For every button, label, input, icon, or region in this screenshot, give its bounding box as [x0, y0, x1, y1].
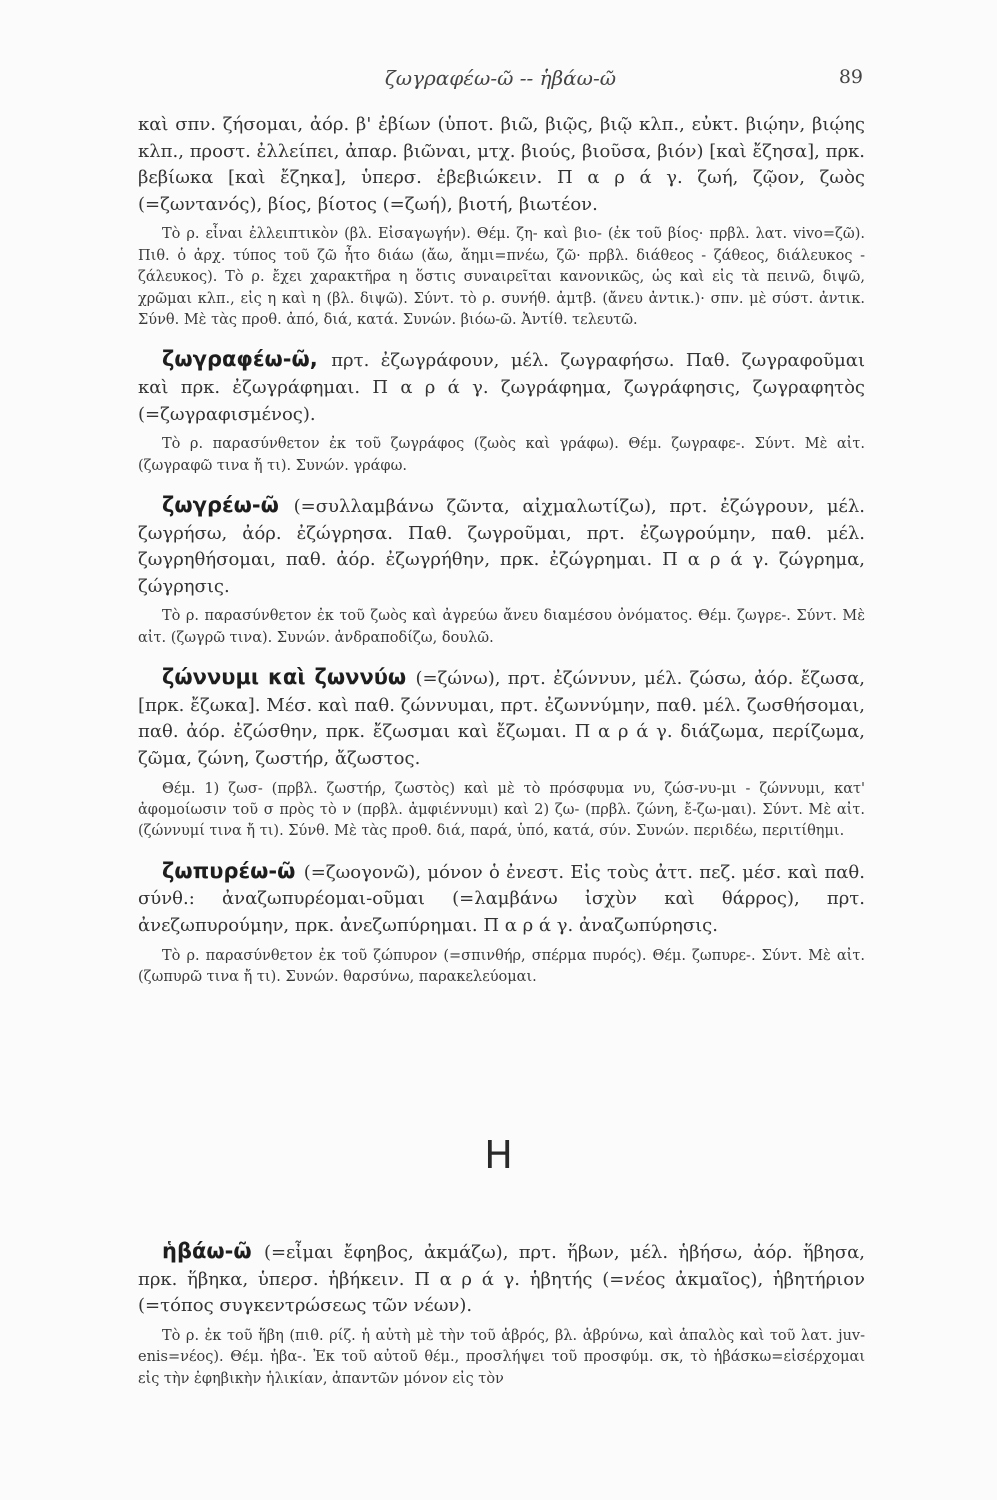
dictionary-entry — [138, 664, 865, 843]
headword: ζωγραφέω-ῶ, — [162, 347, 318, 372]
entry-note-text: Τὸ ρ. παρασύνθετον ἐκ τοῦ ζωὸς καὶ ἀγρεύω ἄνευ διαμέσου ὀνόματος. Θέμ. ζωγρε-. Σύντ. Μὲ αἰτ. (ζωγρῶ τινα). Συνών. ἀνδραποδίζω, δουλῶ. — [138, 608, 865, 646]
entry-text — [138, 1238, 865, 1320]
headword: ζώννυμι καὶ ζωννύω — [162, 665, 407, 690]
entry-note-text: Τὸ ρ. παρασύνθετον ἐκ τοῦ ζωγράφος (ζωὸς καὶ γράφω). Θέμ. ζωγραφε-. Σύντ. Μὲ αἰτ. (ζωγραφῶ τινα ἤ τι). Συνών. γράφω. — [138, 436, 865, 474]
entry-note-text: Τὸ ρ. εἶναι ἐλλειπτικὸν (βλ. Εἰσαγωγήν). Θέμ. ζη- καὶ βιο- (ἐκ τοῦ βίος· πρβλ. λατ. vivo=ζῶ). Πιθ. ὁ ἀρχ. τύπος τοῦ ζῶ ἦτο διάω (ἄω, ἄημι=πνέω, ζῶ· πρβλ. διάθεος - ζάθεος, διάλευκος - ζάλευκος). Τὸ ρ. ἔχει χαρακτῆρα η ὅστις συναιρεῖται κανονικῶς, ὡς καὶ εἰς τὰ πεινῶ, διψῶ, χρῶμαι κλπ., εἰς η καὶ η (βλ. διψῶ). Σύντ. τὸ ρ. συνήθ. ἀμτβ. (ἄνευ ἀντικ.)· σπν. μὲ σύστ. ἀντικ. Σύνθ. Μὲ τὰς προθ. ἀπό, διά, κατά. Συνών. βιόω-ῶ. Ἀντίθ. τελευτῶ. — [138, 226, 865, 328]
entry-note-text: Τὸ ρ. ἐκ τοῦ ἥβη (πιθ. ρίζ. ἡ αὐτὴ μὲ τὴν τοῦ ἁβρός, βλ. ἁβρύνω, καὶ ἁπαλὸς καὶ τοῦ λατ. juv-enis=νέος). Θέμ. ἡβα-. Ἐκ τοῦ αὐτοῦ θέμ., προσλήψει τοῦ προσφύμ. σκ, τὸ ἡβάσκω=εἰσέρχομαι εἰς τὴν ἐφηβικὴν ἡλικίαν, ἀπαντῶν μόνον εἰς τὸν — [138, 1327, 865, 1387]
entry-text — [138, 858, 865, 940]
entry-note — [138, 779, 865, 843]
page-body — [138, 112, 865, 988]
entry-body: πρτ. ἐζωγράφουν, μέλ. ζωγραφήσω. Παθ. ζωγραφοῦμαι καὶ πρκ. ἐζωγράφημαι. Π α ρ ά γ. ζωγράφημα, ζωγράφησις, ζωγραφητὸς (=ζωγραφισμένος). — [138, 350, 866, 425]
entry-note — [138, 1326, 865, 1390]
running-head — [138, 66, 863, 96]
entry-note — [138, 946, 865, 989]
continued-entry — [138, 112, 865, 331]
entry-note — [138, 224, 865, 331]
running-title: ζωγραφέω-ῶ -- ἡβάω-ῶ — [384, 66, 617, 90]
dictionary-entry — [138, 858, 865, 989]
page-number: 89 — [838, 66, 863, 88]
entry-note — [138, 606, 865, 649]
entry-body: (=ζώνω), πρτ. ἐζώννυν, μέλ. ζώσω, ἀόρ. ἔζωσα, [πρκ. ἔζωκα]. Μέσ. καὶ παθ. ζώννυμαι, πρτ. ἐζωννύμην, παθ. μέλ. ζωσθήσομαι, παθ. ἀόρ. ἐζώσθην, πρκ. ἔζωσμαι καὶ ἔζωμαι. Π α ρ ά γ. διάζωμα, περίζωμα, ζῶμα, ζώνη, ζωστήρ, ἄζωστος. — [138, 668, 865, 769]
section-letter: Η — [484, 1133, 513, 1177]
entry-note-text: Τὸ ρ. παρασύνθετον ἐκ τοῦ ζώπυρον (=σπινθήρ, σπέρμα πυρός). Θέμ. ζωπυρε-. Σύντ. Μὲ αἰτ. (ζωπυρῶ τινα ἤ τι). Συνών. θαρσύνω, παρακελεύομαι. — [138, 947, 865, 985]
entry-body: (=συλλαμβάνω ζῶντα, αἰχμαλωτίζω), πρτ. ἐζώγρουν, μέλ. ζωγρήσω, ἀόρ. ἐζώγρησα. Παθ. ζωγροῦμαι, πρτ. ἐζωγρούμην, παθ. μέλ. ζωγρηθήσομαι, παθ. ἀόρ. ἐζωγρήθην, πρκ. ἐζώγρημαι. Π α ρ ά γ. ζώγρημα, ζώγρησις. — [138, 496, 865, 597]
entry-body: (=ζωογονῶ), μόνον ὁ ἐνεστ. Εἰς τοὺς ἀττ. πεζ. μέσ. καὶ παθ. σύνθ.: ἀναζωπυρέομαι-οῦμαι (=λαμβάνω ἰσχὺν καὶ θάρρος), πρτ. ἀνεζωπυρούμην, πρκ. ἀνεζωπύρημαι. Π α ρ ά γ. ἀναζωπύρησις. — [138, 861, 865, 936]
entry-text: καὶ σπν. ζήσομαι, ἀόρ. β' ἐβίων (ὑποτ. βιῶ, βιῷς, βιῷ κλπ., εὐκτ. βιῴην, βιῴης κλπ., προστ. ἐλλείπει, ἀπαρ. βιῶναι, μτχ. βιούς, βιοῦσα, βιόν) [καὶ ἔζησα], πρκ. βεβίωκα [καὶ ἔζηκα], ὑπερσ. ἐβεβιώκειν. Π α ρ ά γ. ζωή, ζῷον, ζωὸς (=ζωντανός), βίος, βίοτος (=ζωή), βιοτή, βιωτέον. — [138, 114, 865, 215]
entry-text — [138, 346, 865, 428]
headword: ζωγρέω-ῶ — [162, 493, 279, 517]
dictionary-entry — [138, 346, 865, 477]
entry-text — [138, 664, 865, 772]
dictionary-entry — [138, 1238, 865, 1390]
dictionary-entry — [138, 492, 865, 649]
entry-note-text: Θέμ. 1) ζωσ- (πρβλ. ζωστήρ, ζωστὸς) καὶ μὲ τὸ πρόσφυμα νυ, ζώσ-νυ-μι - ζώννυμι, κατ' ἀφομοίωσιν τοῦ σ πρὸς τὸ ν (πρβλ. ἀμφιέννυμι) καὶ 2) ζω- (πρβλ. ζώνη, ἔ-ζω-μαι). Σύντ. Μὲ αἰτ. (ζώννυμί τινα ἤ τι). Σύνθ. Μὲ τὰς προθ. διά, παρά, ὑπό, κατά, σύν. Συνών. περιδέω, περιτίθημι. — [138, 780, 865, 840]
entry-text — [138, 492, 865, 600]
headword: ἡβάω-ῶ — [162, 1239, 252, 1263]
entry-note — [138, 434, 865, 477]
entry-body: (=εἶμαι ἔφηβος, ἀκμάζω), πρτ. ἥβων, μέλ. ἡβήσω, ἀόρ. ἥβησα, πρκ. ἥβηκα, ὑπερσ. ἡβήκειν. Π α ρ ά γ. ἡβητής (=νέος ἀκμαῖος), ἡβητήριον (=τόπος συγκεντρώσεως τῶν νέων). — [138, 1242, 865, 1317]
headword: ζωπυρέω-ῶ — [162, 858, 296, 883]
